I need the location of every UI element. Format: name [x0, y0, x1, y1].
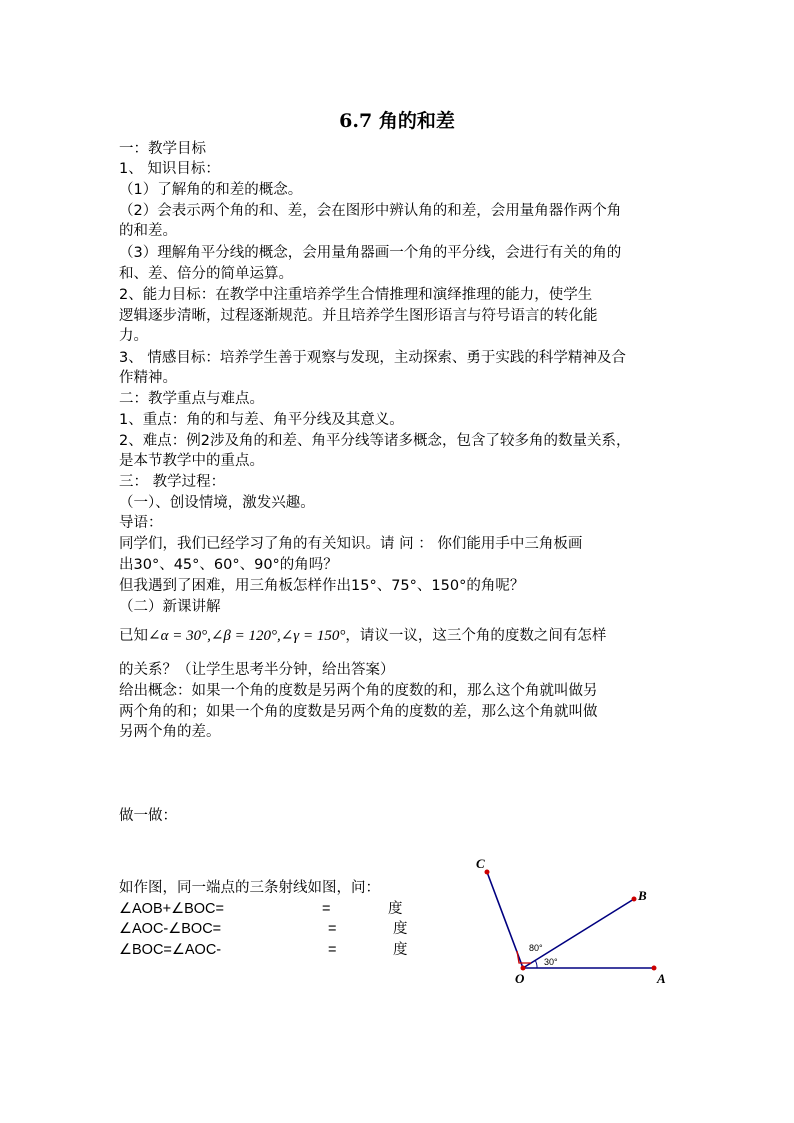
- text-line: 的和差。: [119, 223, 177, 239]
- known-angles-line: [119, 626, 606, 646]
- text-line: 同学们，我们已经学习了角的有关知识。请 问 ： 你们能用手中三角板画: [119, 536, 583, 552]
- text-line: 力。: [119, 328, 148, 344]
- angle-figure: [460, 850, 690, 995]
- exercise-unit: 度: [393, 921, 408, 937]
- text-line: 给出概念：如果一个角的度数是另两个角的度数的和，那么这个角就叫做另: [119, 683, 598, 699]
- exercise-equals: =: [328, 921, 337, 937]
- point-o: [521, 966, 526, 971]
- exercise-unit: 度: [388, 901, 403, 917]
- text-line: 二：教学重点与难点。: [119, 391, 264, 407]
- ray-ob: [523, 899, 634, 968]
- exercise-equals: =: [328, 942, 337, 958]
- text-line: 另两个角的差。: [119, 724, 221, 740]
- text-line: 1、重点：角的和与差、角平分线及其意义。: [119, 412, 404, 428]
- do-it-heading: 做一做：: [119, 808, 177, 824]
- exercise-expression: ∠BOC=∠AOC-: [119, 942, 222, 958]
- known-suffix: ，请议一议，这三个角的度数之间有怎样: [345, 628, 607, 644]
- exercise-expression: ∠AOC-∠BOC=: [119, 921, 222, 937]
- text-line: 逻辑逐步清晰，过程逐渐规范。并且培养学生图形语言与符号语言的转化能: [119, 308, 598, 324]
- text-line: 作精神。: [119, 370, 177, 386]
- text-line: 导语：: [119, 515, 163, 531]
- text-line: 一：教学目标: [119, 141, 206, 157]
- angle-formula: ∠α = 30°,∠β = 120°,∠γ = 150°: [148, 628, 346, 644]
- text-line: 但我遇到了困难，用三角板怎样作出15°、75°、150°的角呢？: [119, 578, 525, 594]
- label-c: C: [476, 856, 485, 871]
- exercise-unit: 度: [393, 942, 408, 958]
- angle-label-30: 30°: [544, 957, 558, 967]
- label-b: B: [638, 888, 647, 903]
- text-line: 2、能力目标：在教学中注重培养学生合情推理和演绎推理的能力，使学生: [119, 287, 593, 303]
- text-line: 和、差、倍分的简单运算。: [119, 266, 293, 282]
- label-a: A: [657, 971, 666, 986]
- text-line: 三： 教学过程：: [119, 474, 226, 490]
- angle-label-80: 80°: [529, 943, 543, 953]
- known-prefix: 已知: [119, 628, 148, 644]
- point-c: [485, 870, 490, 875]
- text-line: （1）了解角的和差的概念。: [119, 182, 303, 198]
- text-line: 的关系？（让学生思考半分钟，给出答案）: [119, 662, 395, 678]
- text-line: （2）会表示两个角的和、差，会在图形中辨认角的和差，会用量角器作两个角: [119, 203, 622, 219]
- text-line: 是本节教学中的重点。: [119, 453, 264, 469]
- point-a: [652, 966, 657, 971]
- text-line: （一）、创设情境，激发兴趣。: [119, 495, 315, 511]
- text-line: 两个角的和；如果一个角的度数是另两个角的度数的差，那么这个角就叫做: [119, 704, 598, 720]
- exercise-equals: =: [322, 901, 331, 917]
- label-o: O: [515, 971, 525, 986]
- exercise-intro: 如作图，同一端点的三条射线如图，问：: [119, 880, 380, 896]
- text-line: 3、 情感目标：培养学生善于观察与发现，主动探索、勇于实践的科学精神及合: [119, 350, 626, 366]
- text-line: 出30°、45°、60°、90°的角吗？: [119, 557, 338, 573]
- angle-arc-aob: [535, 960, 537, 968]
- exercise-expression: ∠AOB+∠BOC=: [119, 901, 224, 917]
- text-line: （3）理解角平分线的概念，会用量角器画一个角的平分线，会进行有关的角的: [119, 245, 622, 261]
- text-line: （二）新课讲解: [119, 599, 221, 615]
- point-b: [632, 897, 637, 902]
- page-title: 6.7 角的和差: [339, 110, 455, 132]
- text-line: 1、 知识目标：: [119, 161, 220, 177]
- text-line: 2、难点：例2涉及角的和差、角平分线等诸多概念，包含了较多角的数量关系，: [119, 433, 631, 449]
